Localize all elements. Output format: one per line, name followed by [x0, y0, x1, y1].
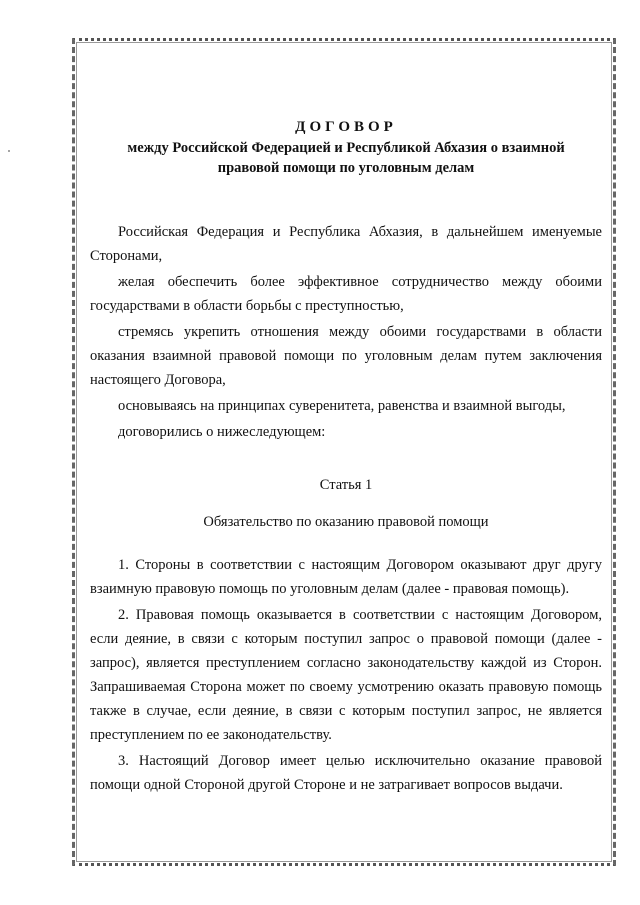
preamble [90, 220, 602, 444]
article-paragraph: 2. Правовая помощь оказывается в соответствии с настоящим Договором, если деяние, в связи с которым поступил запрос о правовой помощи (далее - запрос), является преступлением согласно законодательству каждой из Сторон. Запрашиваемая Сторона может по своему усмотрению оказать правовую помощь также в случае, если деяние, в связи с которым поступил запрос, не является преступлением по ее законодательству. [90, 606, 602, 743]
preamble-paragraph: Российская Федерация и Республика Абхазия, в дальнейшем именуемые Сторонами, [90, 224, 602, 264]
document-title: ДОГОВОР [295, 119, 397, 135]
article-paragraph: 3. Настоящий Договор имеет целью исключительно оказание правовой помощи одной Стороной другой Стороне и не затрагивает вопросов выдачи. [90, 752, 602, 793]
preamble-paragraph: стремясь укрепить отношения между обоими государствами в области оказания взаимной правовой помощи по уголовным делам путем заключения настоящего Договора, [90, 324, 602, 388]
article-number: Статья 1 [319, 477, 373, 493]
document-subtitle-line1: между Российской Федерацией и Республикой Абхазия о взаимной [127, 140, 565, 156]
document-subtitle-line2: правовой помощи по уголовным делам [217, 160, 475, 176]
preamble-paragraph: договорились о нижеследующем: [118, 424, 326, 440]
preamble-paragraph: основываясь на принципах суверенитета, равенства и взаимной выгоды, [118, 398, 566, 414]
scan-speck [8, 150, 10, 152]
preamble-paragraph: желая обеспечить более эффективное сотрудничество между обоими государствами в области борьбы с преступностью, [90, 274, 602, 314]
article-paragraph: 1. Стороны в соответствии с настоящим Договором оказывают друг другу взаимную правовую помощь по уголовным делам (далее - правовая помощь). [90, 556, 602, 597]
article-heading: Обязательство по оказанию правовой помощи [203, 513, 489, 530]
document-body [90, 116, 602, 799]
